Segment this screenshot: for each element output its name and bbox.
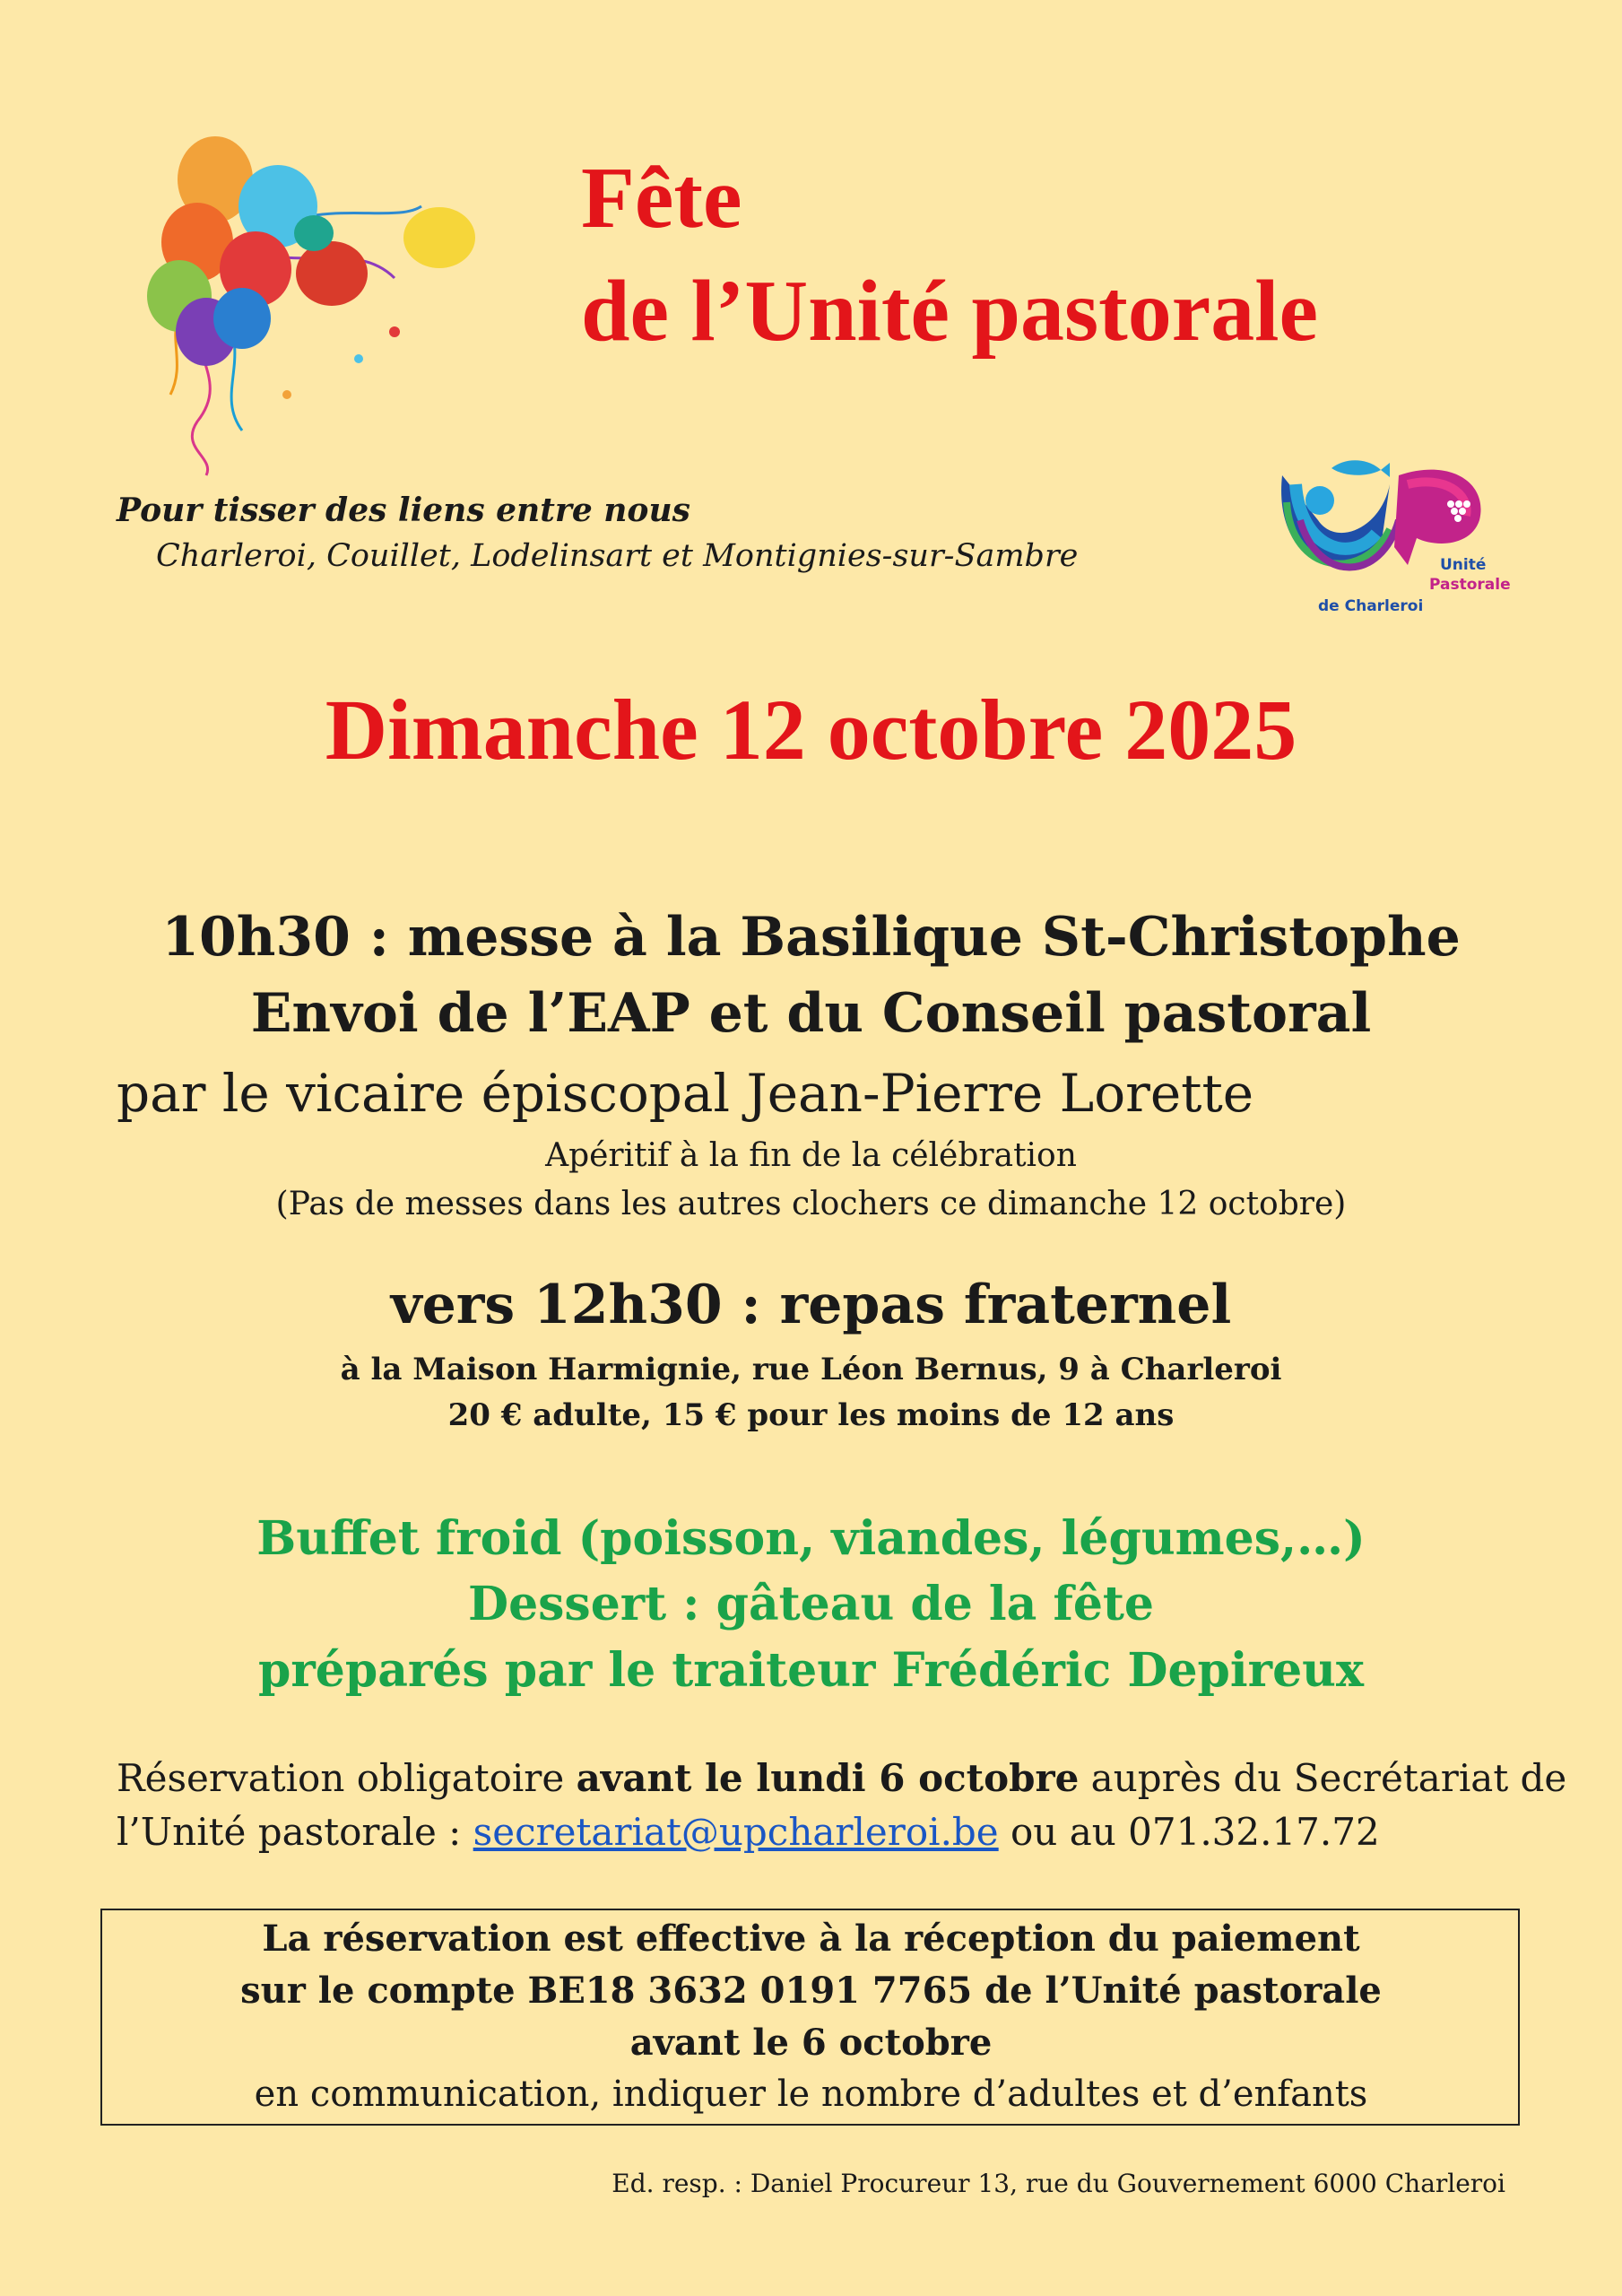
aperitif-note: Apéritif à la fin de la célébration: [545, 1137, 1077, 1174]
menu-caterer: préparés par le traiteur Frédéric Depireux: [258, 1643, 1364, 1698]
reservation-deadline: avant le lundi 6 octobre: [576, 1756, 1080, 1800]
logo-text-charleroi: de Charleroi: [1318, 597, 1424, 615]
balloons-illustration: [126, 126, 520, 484]
tagline-heading: Pour tisser des liens entre nous: [117, 491, 690, 529]
event-date: Dimanche 12 octobre 2025: [325, 682, 1297, 778]
mass-heading: 10h30 : messe à la Basilique St-Christophe: [161, 906, 1461, 969]
payment-line-2: sur le compte BE18 3632 0191 7765 de l’Unité pastorale: [240, 1970, 1382, 2012]
logo-text-unite: Unité: [1440, 556, 1487, 574]
payment-line-1: La réservation est effective à la réception du paiement: [262, 1918, 1360, 1960]
meal-location: à la Maison Harmignie, rue Léon Bernus, 9 à Charleroi: [340, 1352, 1282, 1387]
mass-sending: Envoi de l’EAP et du Conseil pastoral: [250, 982, 1372, 1045]
publisher-footer: Ed. resp. : Daniel Procureur 13, rue du Gouvernement 6000 Charleroi: [612, 2169, 1505, 2198]
reservation-text: Réservation obligatoire: [117, 1756, 577, 1800]
tagline-localities: Charleroi, Couillet, Lodelinsart et Montignies-sur-Sambre: [156, 538, 1079, 574]
logo-text-pastorale: Pastorale: [1429, 576, 1511, 594]
unite-pastorale-logo: [1264, 448, 1511, 628]
reservation-unit: l’Unité pastorale :: [117, 1810, 473, 1854]
reservation-text-cont: auprès du Secrétariat de: [1079, 1756, 1567, 1800]
payment-line-3: avant le 6 octobre: [629, 2022, 993, 2064]
no-mass-note: (Pas de messes dans les autres clochers ce dimanche 12 octobre): [275, 1186, 1347, 1222]
reservation-line-2: [117, 1810, 1380, 1854]
reservation-phone: ou au 071.32.17.72: [998, 1810, 1380, 1854]
meal-price: 20 € adulte, 15 € pour les moins de 12 ans: [447, 1397, 1175, 1433]
menu-buffet: Buffet froid (poisson, viandes, légumes,…): [256, 1511, 1366, 1566]
menu-dessert: Dessert : gâteau de la fête: [467, 1577, 1155, 1631]
meal-heading: vers 12h30 : repas fraternel: [390, 1274, 1232, 1336]
payment-line-4: en communication, indiquer le nombre d’adultes et d’enfants: [254, 2074, 1368, 2115]
mass-celebrant: par le vicaire épiscopal Jean-Pierre Lorette: [117, 1063, 1254, 1124]
reservation-line-1: [117, 1756, 1566, 1800]
title-line-2: de l’Unité pastorale: [581, 263, 1318, 360]
title-line-1: Fête: [581, 150, 742, 247]
email-link[interactable]: secretariat@upcharleroi.be: [473, 1810, 999, 1854]
